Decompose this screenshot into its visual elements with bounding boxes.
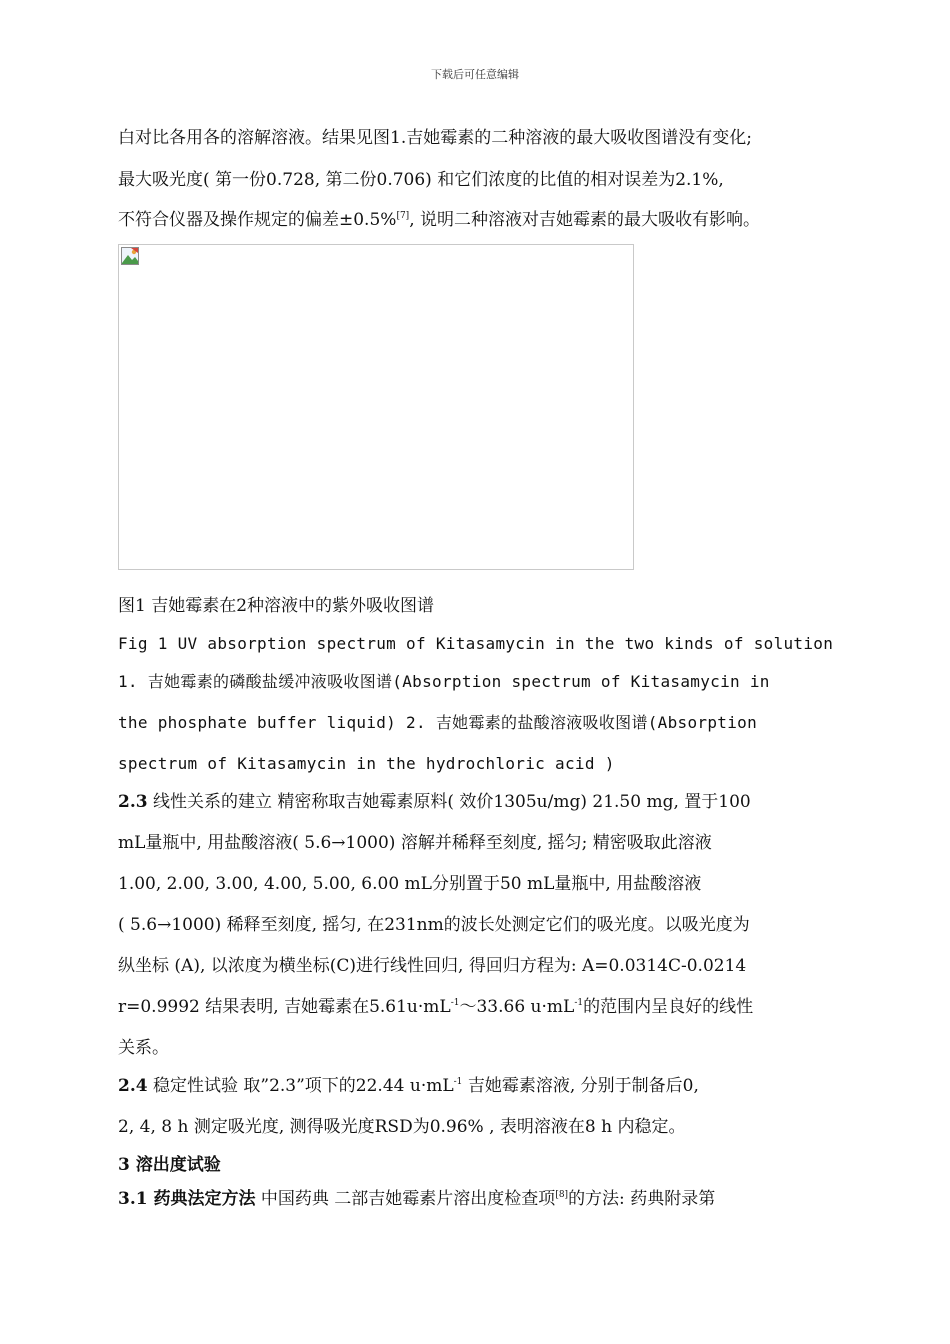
para-line — [118, 210, 760, 230]
unit-superscript: -1 — [453, 1077, 463, 1087]
section-text: 的方法: 药典附录第 — [568, 1189, 716, 1209]
citation-ref: [8] — [555, 1190, 569, 1200]
section-number: 3.1 — [118, 1189, 148, 1209]
section-2-3-line: 关系。 — [118, 1038, 169, 1058]
citation-ref: [7] — [396, 211, 410, 221]
section-2-3-line — [118, 997, 753, 1017]
section-2-3-line: ( 5.6→1000) 稀释至刻度, 摇匀, 在231nm的波长处测定它们的吸光度。以吸光度为 — [118, 915, 750, 935]
section-text: 稳定性试验 取”2.3”项下的22.44 u·mL — [147, 1076, 454, 1096]
figure-image-placeholder — [118, 244, 634, 570]
figure-legend-line: the phosphate buffer liquid) 2. 吉她霉素的盐酸溶液吸收图谱(Absorption — [118, 713, 758, 732]
para-line: 白对比各用各的溶解溶液。结果见图1.吉她霉素的二种溶液的最大吸收图谱没有变化; — [118, 128, 752, 148]
section-2-4-line — [118, 1076, 699, 1096]
para-text: 不符合仪器及操作规定的偏差±0.5% — [118, 210, 397, 230]
unit-superscript: -1 — [450, 998, 460, 1008]
figure-caption-cn: 图1 吉她霉素在2种溶液中的紫外吸收图谱 — [118, 596, 435, 616]
figure-caption-en: Fig 1 UV absorption spectrum of Kitasamycin in the two kinds of solution — [118, 634, 834, 653]
para-text: , 说明二种溶液对吉她霉素的最大吸收有影响。 — [409, 210, 760, 230]
section-2-3-line: 纵坐标 (A), 以浓度为横坐标(C)进行线性回归, 得回归方程为: A=0.0314C-0.0214 — [118, 956, 747, 976]
section-text: 的范围内呈良好的线性 — [583, 997, 754, 1017]
section-3-1-line — [118, 1189, 715, 1209]
section-text: 中国药典 二部吉她霉素片溶出度检查项 — [255, 1189, 556, 1209]
section-number: 2.4 — [118, 1076, 148, 1096]
section-number: 2.3 — [118, 792, 148, 812]
para-line: 最大吸光度( 第一份0.728, 第二份0.706) 和它们浓度的比值的相对误差为2.1%, — [118, 170, 724, 190]
section-text: ～33.66 u·mL — [459, 997, 575, 1017]
unit-superscript: -1 — [574, 998, 584, 1008]
section-2-4-line: 2, 4, 8 h 测定吸光度, 测得吸光度RSD为0.96% , 表明溶液在8 h 内稳定。 — [118, 1117, 686, 1137]
section-text: 吉她霉素溶液, 分别于制备后0, — [462, 1076, 699, 1096]
section-3-heading: 3 溶出度试验 — [118, 1155, 221, 1175]
section-2-3-line: mL量瓶中, 用盐酸溶液( 5.6→1000) 溶解并稀释至刻度, 摇匀; 精密吸取此溶液 — [118, 833, 712, 853]
page-header: 下载后可任意编辑 — [431, 68, 519, 81]
broken-image-icon — [121, 247, 139, 265]
section-text: 线性关系的建立 精密称取吉她霉素原料( 效价1305u/mg) 21.50 mg, 置于100 — [147, 792, 751, 812]
section-2-3-line: 1.00, 2.00, 3.00, 4.00, 5.00, 6.00 mL分别置于50 mL量瓶中, 用盐酸溶液 — [118, 874, 702, 894]
figure-legend-line: 1. 吉她霉素的磷酸盐缓冲液吸收图谱(Absorption spectrum of Kitasamycin in — [118, 672, 770, 691]
figure-legend-line: spectrum of Kitasamycin in the hydrochloric acid ) — [118, 754, 615, 773]
section-2-3-line — [118, 792, 751, 812]
section-text: r=0.9992 结果表明, 吉她霉素在5.61u·mL — [118, 997, 451, 1017]
section-title: 药典法定方法 — [147, 1189, 256, 1209]
